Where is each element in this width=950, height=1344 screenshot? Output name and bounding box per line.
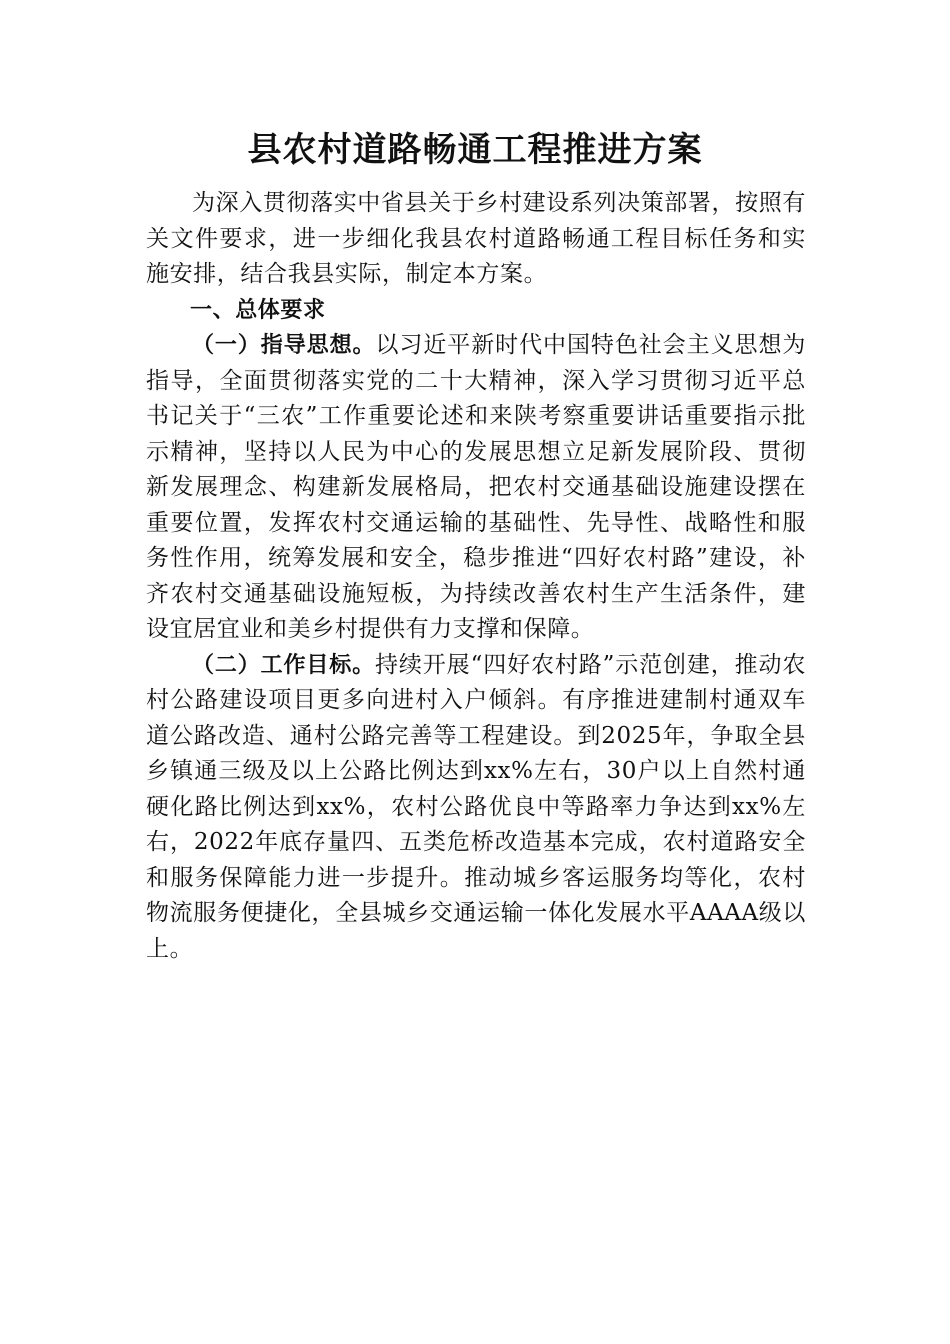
guiding-ideology-paragraph xyxy=(146,328,806,648)
document-title: 县农村道路畅通工程推进方案 xyxy=(247,130,703,170)
section-heading: 一、总体要求 xyxy=(190,297,326,323)
document-body xyxy=(146,186,806,967)
guiding-ideology-lead: （一）指导思想。 xyxy=(192,333,376,358)
guiding-ideology-text: 以习近平新时代中国特色社会主义思想为指导，全面贯彻落实党的二十大精神，深入学习贯彻习近平总书记关于“三农”工作重要论述和来陕考察重要讲话重要指示批示精神，坚持以人民为中心的发展思想立足新发展阶段、贯彻新发展理念、构建新发展格局，把农村交通基础设施建设摆在重要位置，发挥农村交通运输的基础性、先导性、战略性和服务性作用，统筹发展和安全，稳步推进“四好农村路”建设，补齐农村交通基础设施短板，为持续改善农村生产生活条件，建设宜居宜业和美乡村提供有力支撑和保障。 xyxy=(146,332,806,642)
work-goals-text: 持续开展“四好农村路”示范创建，推动农村公路建设项目更多向进村入户倾斜。有序推进建制村通双车道公路改造、通村公路完善等工程建设。到2025年，争取全县乡镇通三级及以上公路比例达到xx%左右，30户以上自然村通硬化路比例达到xx%，农村公路优良中等路率力争达到xx%左右，2022年底存量四、五类危桥改造基本完成，农村道路安全和服务保障能力进一步提升。推动城乡客运服务均等化，农村物流服务便捷化，全县城乡交通运输一体化发展水平AAAA级以上。 xyxy=(146,651,806,962)
work-goals-lead: （二）工作目标。 xyxy=(192,652,376,678)
intro-paragraph: 为深入贯彻落实中省县关于乡村建设系列决策部署，按照有关文件要求，进一步细化我县农村道路畅通工程目标任务和实施安排，结合我县实际，制定本方案。 xyxy=(146,190,806,287)
work-goals-paragraph xyxy=(146,648,806,968)
